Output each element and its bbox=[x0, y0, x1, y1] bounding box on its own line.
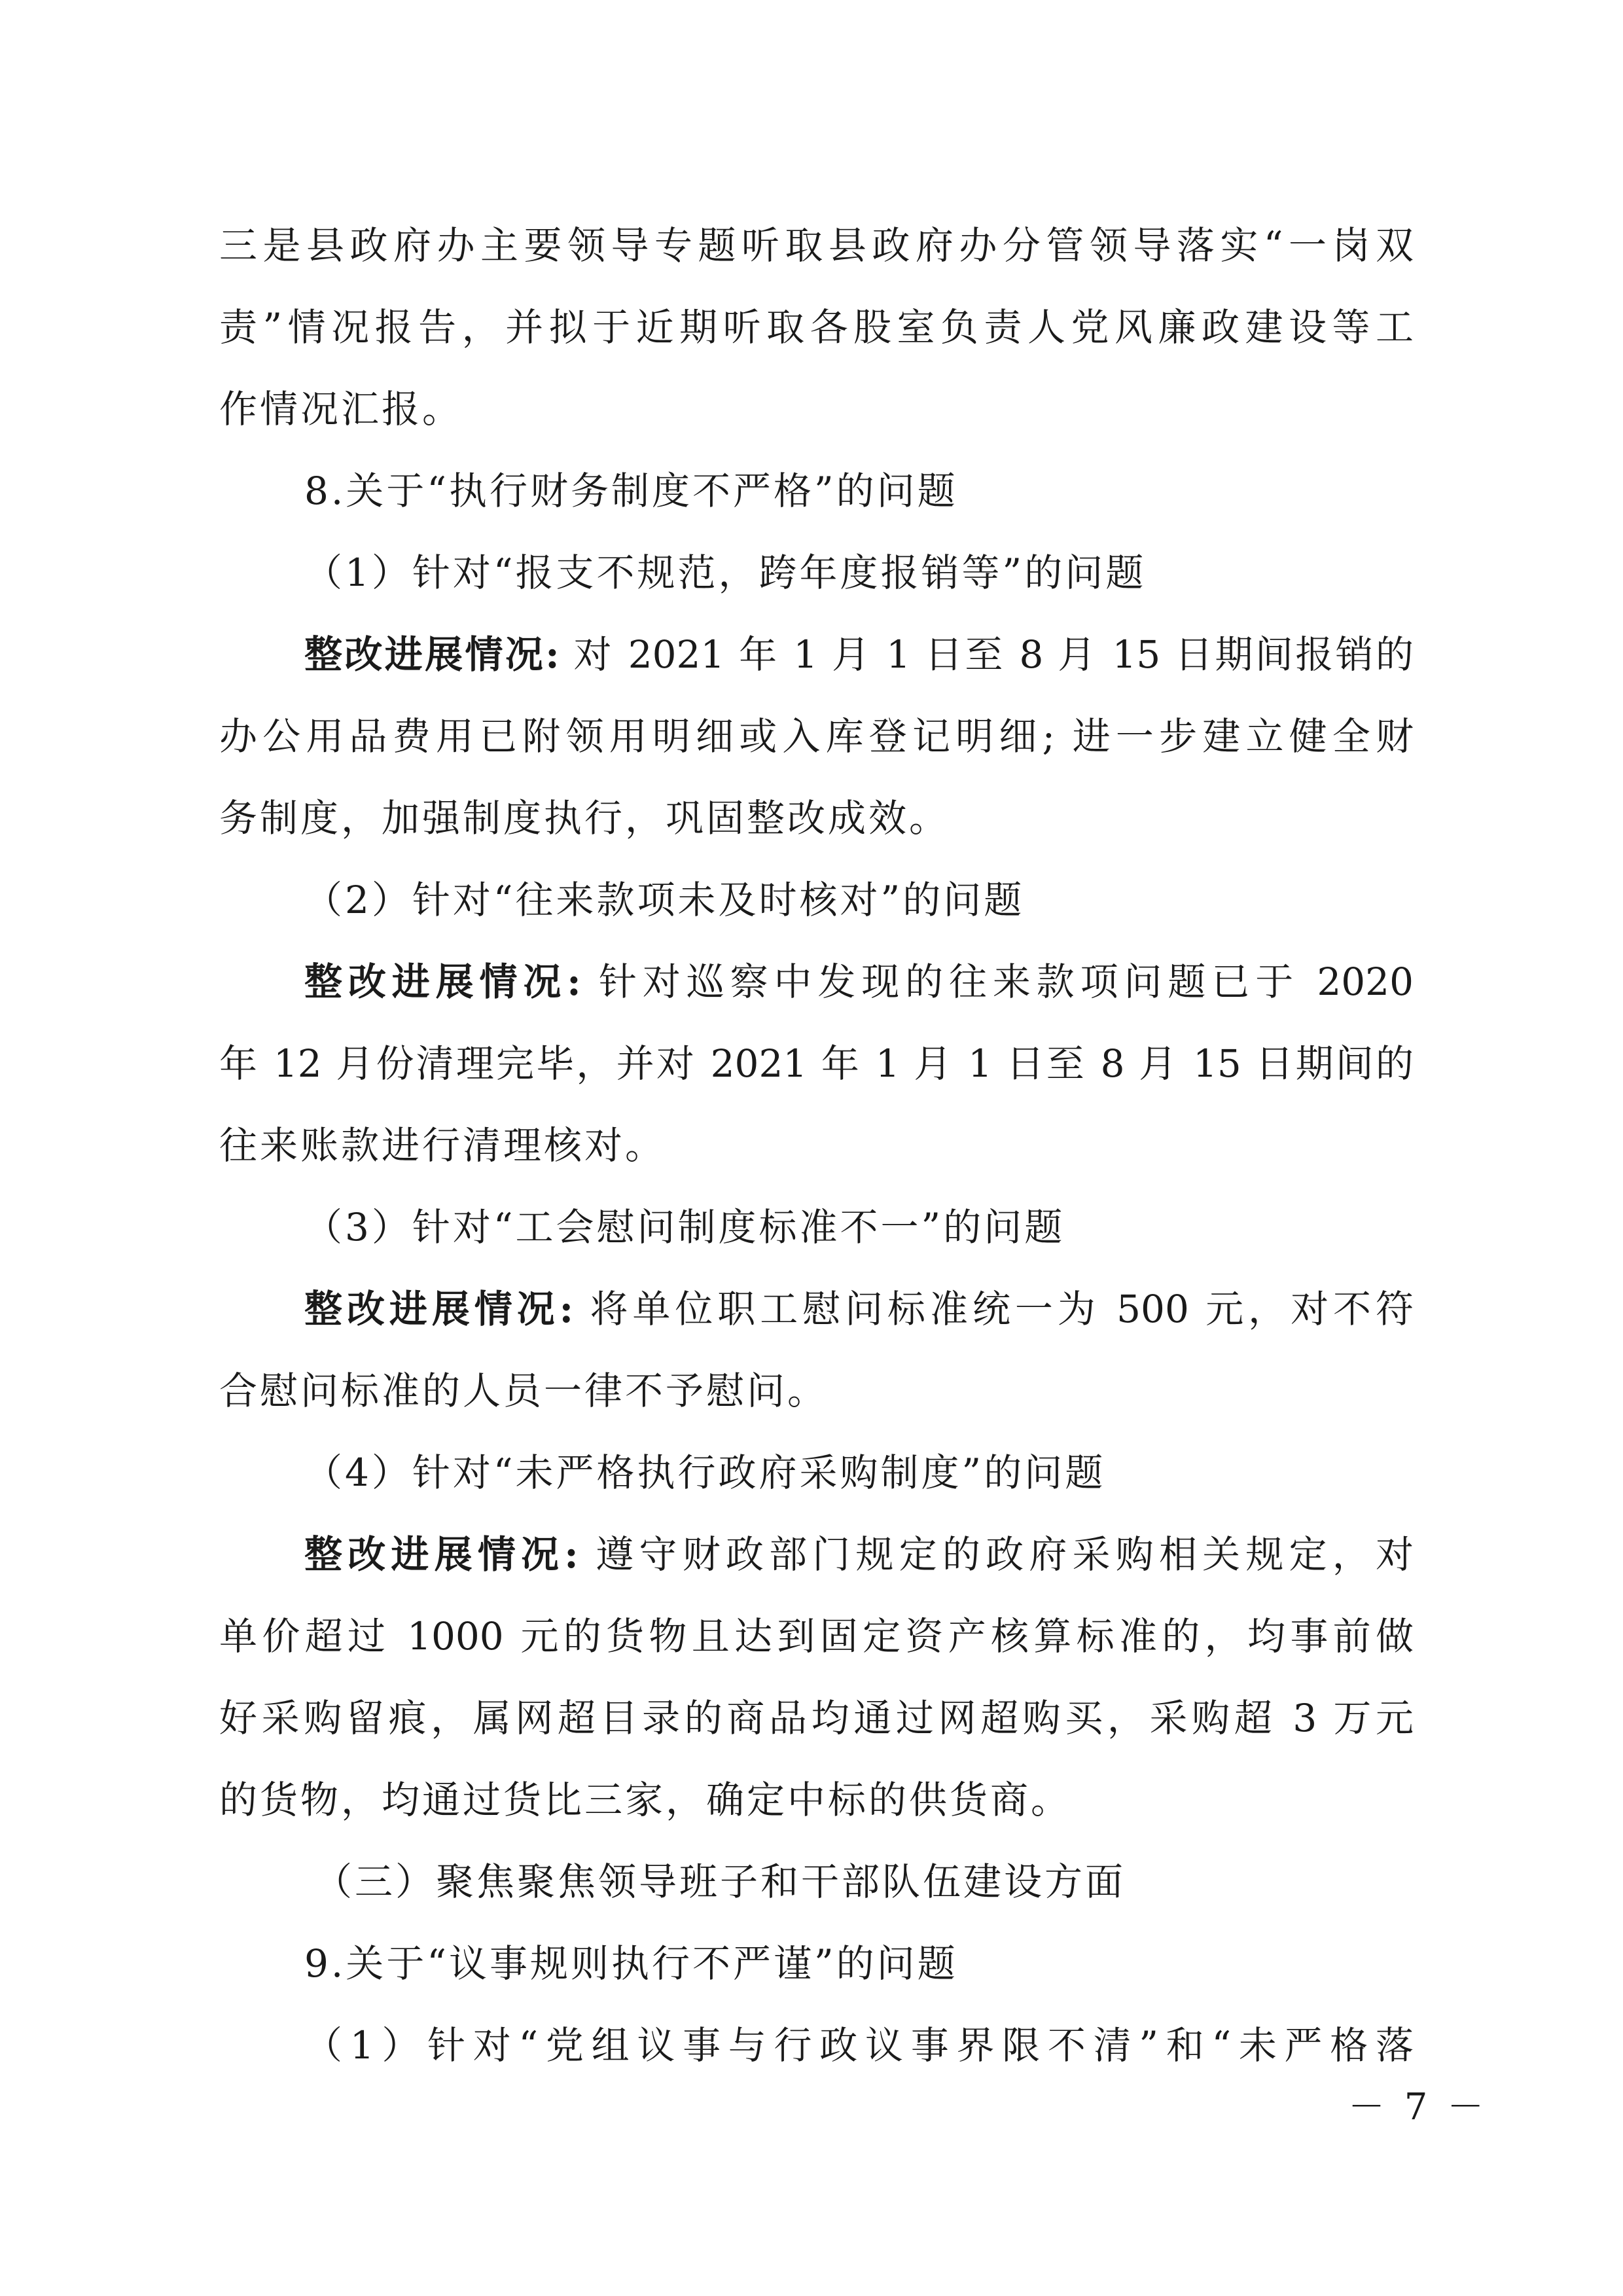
paragraph-line: 年 12 月份清理完毕，并对 2021 年 1 月 1 日至 8 月 15 日期间的 bbox=[219, 1041, 1414, 1086]
progress-text: 针对巡察中发现的往来款项问题已于 2020 bbox=[580, 960, 1414, 1004]
paragraph-line: 三是县政府办主要领导专题听取县政府办分管领导落实“一岗双 bbox=[219, 223, 1414, 268]
progress-text: 将单位职工慰问标准统一为 500 元，对不符 bbox=[573, 1287, 1414, 1331]
subsection-heading-8-4: （4）针对“未严格执行政府采购制度”的问题 bbox=[304, 1450, 1106, 1495]
progress-label: 整改进展情况: bbox=[304, 632, 560, 677]
progress-label: 整改进展情况: bbox=[304, 1287, 574, 1331]
progress-paragraph-line bbox=[304, 1532, 1414, 1577]
progress-paragraph-line bbox=[304, 959, 1414, 1005]
subsection-heading-9-1: （1）针对“党组议事与行政议事界限不清”和“未严格落 bbox=[304, 2023, 1414, 2068]
progress-text: 对 2021 年 1 月 1 日至 8 月 15 日期间报销的 bbox=[559, 632, 1414, 677]
subsection-heading-8-3: （3）针对“工会慰问制度标准不一”的问题 bbox=[304, 1205, 1065, 1249]
paragraph-line: 务制度，加强制度执行，巩固整改成效。 bbox=[219, 796, 950, 840]
page-number: － 7 － bbox=[1348, 2086, 1488, 2128]
paragraph-line: 单价超过 1000 元的货物且达到固定资产核算标准的，均事前做 bbox=[219, 1614, 1414, 1659]
paragraph-line: 好采购留痕，属网超目录的商品均通过网超购买，采购超 3 万元 bbox=[219, 1696, 1414, 1740]
paragraph-line: 合慰问标准的人员一律不予慰问。 bbox=[219, 1369, 829, 1413]
progress-paragraph-line bbox=[304, 632, 1414, 677]
section-heading-8: 8.关于“执行财务制度不严格”的问题 bbox=[304, 469, 958, 513]
paragraph-line: 往来账款进行清理核对。 bbox=[219, 1123, 666, 1168]
subsection-heading-8-1: （1）针对“报支不规范，跨年度报销等”的问题 bbox=[304, 550, 1147, 595]
section-heading-9: 9.关于“议事规则执行不严谨”的问题 bbox=[304, 1941, 958, 1986]
progress-label: 整改进展情况: bbox=[304, 960, 581, 1004]
paragraph-line: 作情况汇报。 bbox=[219, 387, 463, 431]
progress-text: 遵守财政部门规定的政府采购相关规定，对 bbox=[578, 1532, 1414, 1577]
paragraph-line: 的货物，均通过货比三家，确定中标的供货商。 bbox=[219, 1778, 1072, 1822]
subsection-heading-8-2: （2）针对“往来款项未及时核对”的问题 bbox=[304, 878, 1025, 922]
progress-paragraph-line bbox=[304, 1286, 1414, 1332]
progress-label: 整改进展情况: bbox=[304, 1532, 579, 1577]
paragraph-line: 责”情况报告，并拟于近期听取各股室负责人党风廉政建设等工 bbox=[219, 305, 1414, 350]
section-heading-3: （三）聚焦聚焦领导班子和干部队伍建设方面 bbox=[314, 1859, 1126, 1904]
paragraph-line: 办公用品费用已附领用明细或入库登记明细; 进一步建立健全财 bbox=[219, 714, 1414, 759]
